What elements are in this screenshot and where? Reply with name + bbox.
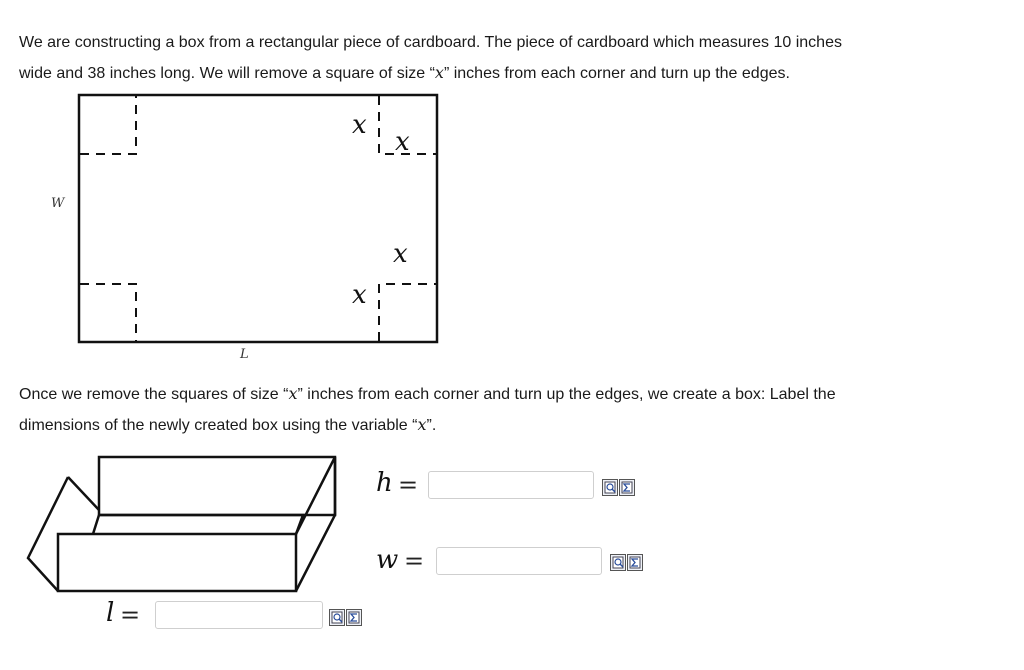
height-variable: h (376, 468, 393, 498)
width-answer-input[interactable] (436, 547, 602, 575)
length-equals: = (120, 601, 141, 629)
corner-x-label-2: x (395, 127, 410, 157)
width-equals: = (404, 547, 425, 575)
width-equation-editor-button[interactable] (627, 554, 643, 571)
length-answer-input[interactable] (155, 601, 323, 629)
intro-line-2-start: wide and 38 inches long. We will remove a square of size “ (19, 64, 435, 82)
equation-editor-icon (628, 555, 642, 570)
box-variable-x-1: x (288, 384, 298, 403)
length-label: L (240, 347, 249, 362)
equation-editor-icon (620, 480, 634, 495)
height-preview-button[interactable] (602, 479, 618, 496)
box-back-wall (99, 457, 335, 515)
box-front-wall (58, 534, 296, 591)
box-line-2-start: dimensions of the newly created box using the variable “ (19, 416, 418, 434)
box-line-1-end: ” inches from each corner and turn up the edges, we create a box: Label the (297, 386, 836, 403)
box-paragraph (19, 379, 1009, 440)
preview-icon (611, 555, 625, 570)
box-line-2-end: ”. (426, 416, 437, 434)
corner-x-label-3: x (393, 239, 408, 269)
width-label: W (51, 196, 65, 211)
length-equation-editor-button[interactable] (346, 609, 362, 626)
length-preview-button[interactable] (329, 609, 345, 626)
intro-variable-x: x (434, 62, 444, 82)
width-variable: w (376, 545, 399, 575)
box-inner-edge (93, 515, 303, 534)
box-variable-x-2: x (417, 414, 427, 434)
width-preview-button[interactable] (610, 554, 626, 571)
preview-icon (330, 610, 344, 625)
corner-square-bottom-right (379, 284, 436, 341)
intro-line-2-end: ” inches from each corner and turn up the edges. (443, 64, 790, 82)
box-line-1-start: Once we remove the squares of size “ (19, 386, 289, 403)
cardboard-outline (79, 95, 437, 342)
corner-x-label-4: x (352, 280, 367, 310)
height-answer-input[interactable] (428, 471, 594, 499)
preview-icon (603, 480, 617, 495)
box-right-wall (296, 457, 335, 591)
corner-square-bottom-left (80, 284, 136, 341)
height-equals: = (398, 471, 419, 499)
equation-editor-icon (347, 610, 361, 625)
corner-x-label-1: x (352, 110, 367, 140)
intro-line-1: We are constructing a box from a rectangular piece of cardboard. The piece of cardboard which measures 10 inches (19, 34, 842, 51)
length-variable: l (106, 598, 115, 628)
height-equation-editor-button[interactable] (619, 479, 635, 496)
corner-square-top-left (80, 96, 136, 154)
box-diagram (0, 440, 360, 600)
